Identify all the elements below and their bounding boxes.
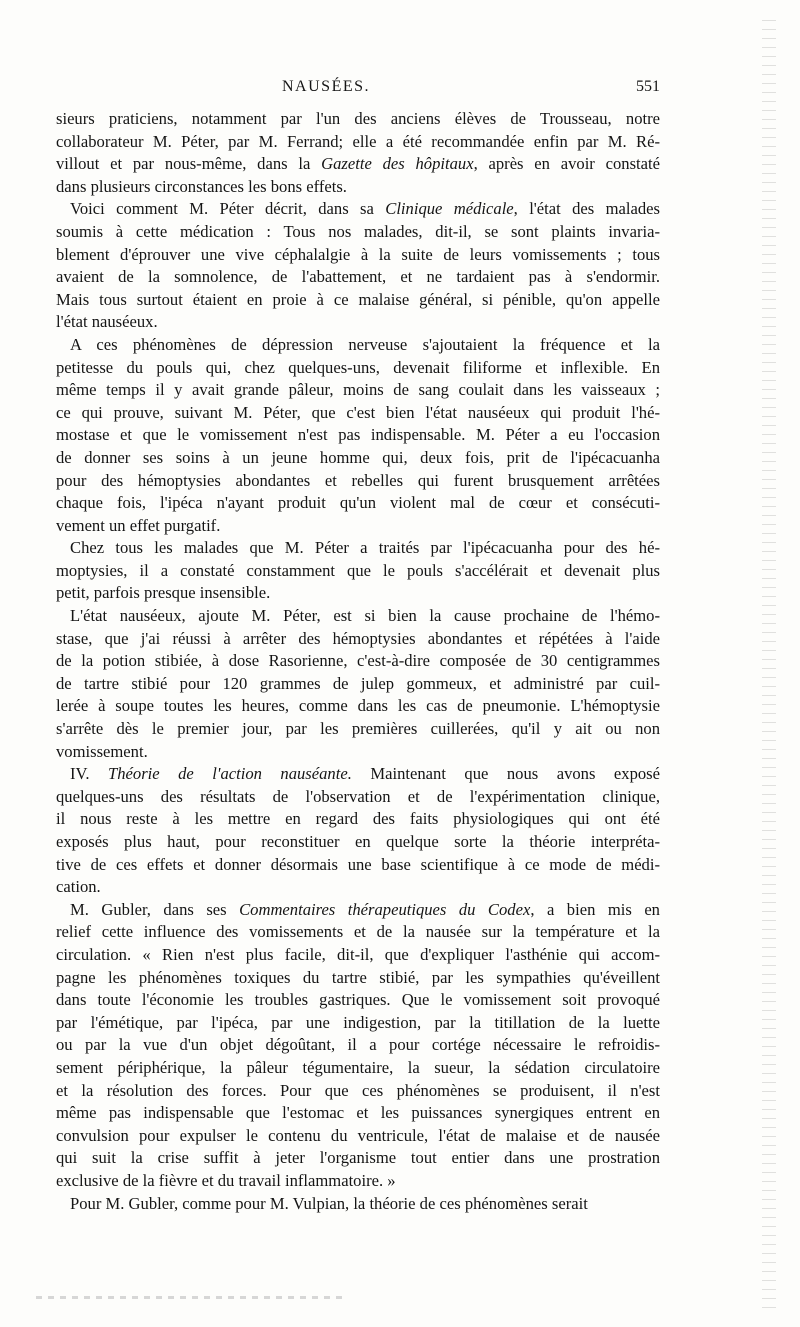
text-line: dans toute l'économie les troubles gastriques. Que le vomissement soit provoqué	[56, 990, 660, 1010]
text-line: pour des hémoptysies abondantes et rebelles qui furent brusquement arrêtées	[56, 470, 660, 490]
text-line: IV. Théorie de l'action nauséante. Maintenant que nous avons exposé	[70, 764, 660, 784]
text-line: A ces phénomènes de dépression nerveuse s'ajoutaient la fréquence et la	[70, 334, 660, 354]
text-line: tive de ces effets et donner désormais une base scientifique à ce mode de médi-	[56, 854, 660, 874]
text-line: Chez tous les malades que M. Péter a traités par l'ipécacuanha pour des hé-	[70, 538, 660, 558]
paragraph	[56, 334, 660, 537]
text-line: petit, parfois presque insensible.	[56, 583, 271, 603]
paragraph	[56, 1193, 660, 1216]
text-line: sement périphérique, la pâleur tégumentaire, la sueur, la sédation circulatoire	[56, 1057, 660, 1077]
text-line: de la potion stibiée, à dose Rasorienne, c'est-à-dire composée de 30 centigrammes	[56, 651, 660, 671]
paragraph	[56, 537, 660, 605]
text-line: relief cette influence des vomissements et de la nausée sur la température et la	[56, 922, 660, 942]
text-line: mostase et que le vomissement n'est pas indispensable. M. Péter a eu l'occasion	[56, 425, 660, 445]
text-line: vement un effet purgatif.	[56, 515, 221, 535]
text-line: circulation. « Rien n'est plus facile, dit-il, que d'expliquer l'asthénie qui accom-	[56, 944, 660, 964]
italic-title: Gazette des hôpitaux	[321, 154, 474, 174]
text-line: blement d'éprouver une vive céphalalgie à la suite de leurs vomissements ; tous	[56, 244, 660, 264]
text-line: exposés plus haut, pour reconstituer en quelque sorte la théorie interpréta-	[56, 832, 660, 851]
text-line: il nous reste à les mettre en regard des faits physiologiques qui ont été	[56, 809, 660, 829]
text-line: villout et par nous-même, dans la Gazette des hôpitaux, après en avoir constaté	[56, 154, 660, 174]
page-header	[56, 78, 660, 108]
paragraph	[56, 605, 660, 763]
running-title: NAUSÉES.	[282, 78, 371, 95]
text-line: et la résolution des forces. Pour que ces phénomènes se produisent, il n'est	[56, 1080, 660, 1100]
text-line: moptysies, il a constaté constamment que le pouls s'accélérait et devenait plus	[56, 560, 660, 580]
text-line: qui suit la crise suffit à jeter l'organisme tout entier dans une prostration	[56, 1148, 660, 1168]
text-line: ou par la vue d'un objet dégoûtant, il a pour cortége nécessaire le refroidis-	[56, 1035, 660, 1055]
scan-margin-marks	[762, 20, 776, 1310]
text-line: s'arrête dès le premier jour, par les premières cuillerées, qu'il y ait ou non	[56, 719, 660, 739]
text-line: vomissement.	[56, 741, 148, 761]
text-line: petitesse du pouls qui, chez quelques-uns, devenait filiforme et inflexible. En	[56, 357, 660, 377]
text-line: M. Gubler, dans ses Commentaires thérapeutiques du Codex, a bien mis en	[70, 899, 660, 919]
paragraph	[56, 108, 660, 198]
scan-bottom-noise	[36, 1296, 346, 1299]
text-line: exclusive de la fièvre et du travail inflammatoire. »	[56, 1170, 396, 1190]
paragraph	[56, 899, 660, 1193]
text-line: ce qui prouve, suivant M. Péter, que c'est bien l'état nauséeux qui produit l'hé-	[56, 402, 660, 422]
text-line: L'état nauséeux, ajoute M. Péter, est si bien la cause prochaine de l'hémo-	[70, 606, 660, 626]
text-line: collaborateur M. Péter, par M. Ferrand; elle a été recommandée enfin par M. Ré-	[56, 131, 660, 151]
text-line: même pas indispensable que l'estomac et les puissances synergiques entrent en	[56, 1103, 660, 1123]
text-line: Voici comment M. Péter décrit, dans sa Clinique médicale, l'état des malades	[70, 199, 660, 219]
text-line: quelques-uns des résultats de l'observation et de l'expérimentation clinique,	[56, 786, 660, 806]
italic-title: Clinique médicale	[385, 199, 514, 219]
book-page	[56, 78, 660, 1215]
text-line: chaque fois, l'ipéca n'ayant produit qu'un violent mal de cœur et consécuti-	[56, 493, 660, 513]
text-line: sieurs praticiens, notamment par l'un des anciens élèves de Trousseau, notre	[56, 109, 660, 128]
text-line: stase, que j'ai réussi à arrêter des hémoptysies abondantes et répétées à l'aide	[56, 628, 660, 648]
text-line: Mais tous surtout étaient en proie à ce malaise général, si pénible, qu'on appelle	[56, 289, 660, 309]
italic-title: Théorie de l'action nauséante.	[108, 764, 352, 784]
text-line: soumis à cette médication : Tous nos malades, dit-il, se sont plaints invaria-	[56, 221, 660, 241]
text-line: même temps il y avait grande pâleur, moins de sang coulait dans les vaisseaux ;	[56, 380, 660, 400]
text-line: lerée à soupe toutes les heures, comme dans les cas de pneumonie. L'hémoptysie	[56, 696, 660, 716]
text-line: de tartre stibié pour 120 grammes de julep gommeux, et administré par cuil-	[56, 673, 660, 693]
text-line: l'état nauséeux.	[56, 312, 158, 332]
text-line: pagne les phénomènes toxiques du tartre stibié, par les sympathies qu'éveillent	[56, 967, 660, 987]
paragraph	[56, 198, 660, 334]
text-line: dans plusieurs circonstances les bons effets.	[56, 176, 347, 196]
text-line: par l'émétique, par l'ipéca, par une indigestion, par la titillation de la luette	[56, 1012, 660, 1032]
body-text	[56, 108, 660, 1215]
text-line: avaient de la somnolence, de l'abattement, et ne tardaient pas à s'endormir.	[56, 267, 660, 287]
text-line: cation.	[56, 877, 101, 897]
text-line: de donner ses soins à un jeune homme qui, deux fois, prit de l'ipécacuanha	[56, 447, 660, 467]
page-number: 551	[636, 78, 660, 95]
italic-title: Commentaires thérapeutiques du Codex	[239, 899, 531, 919]
paragraph	[56, 763, 660, 899]
text-line: Pour M. Gubler, comme pour M. Vulpian, la théorie de ces phénomènes serait	[70, 1193, 588, 1213]
text-line: convulsion pour expulser le contenu du ventricule, l'état de malaise et de nausée	[56, 1125, 660, 1145]
